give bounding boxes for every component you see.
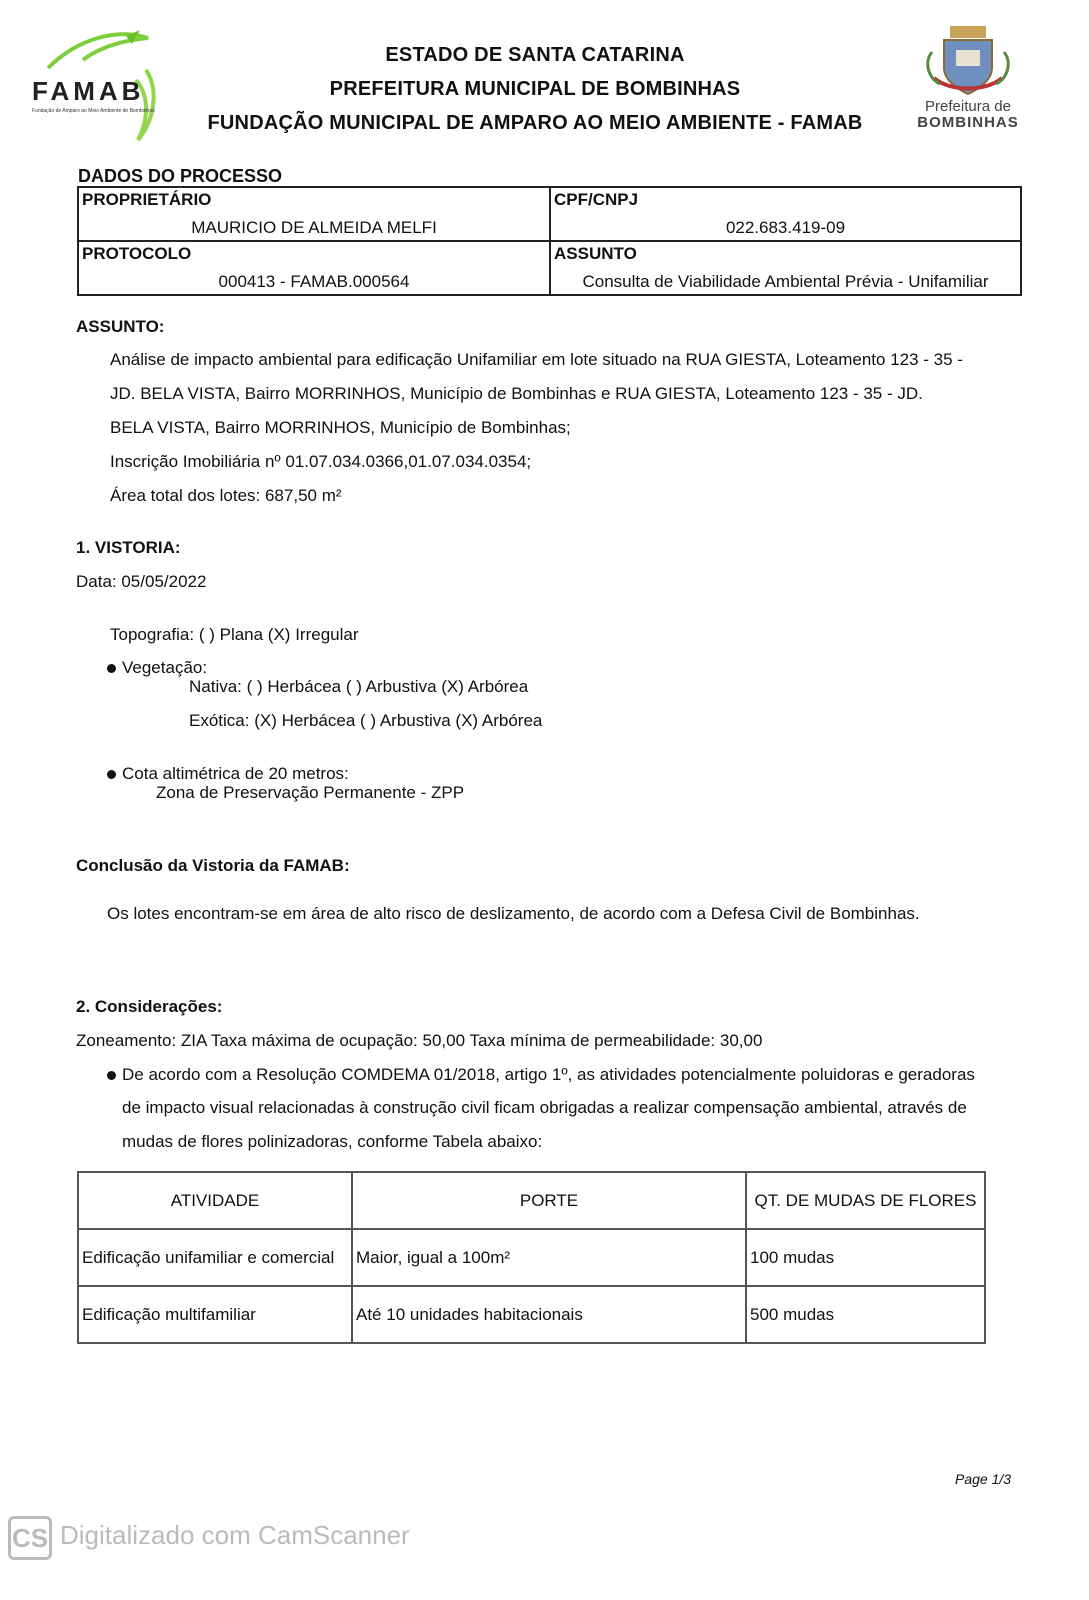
- zona-line: Zona de Preservação Permanente - ZPP: [156, 783, 465, 802]
- cpf-label: CPF/CNPJ: [554, 190, 639, 209]
- consideracoes-title: 2. Considerações:: [76, 997, 223, 1016]
- assunto-line: JD. BELA VISTA, Bairro MORRINHOS, Município de Bombinhas e RUA GIESTA, Loteamento 123 - 35 - JD.: [110, 384, 923, 403]
- owner-value: MAURICIO DE ALMEIDA MELFI: [191, 218, 437, 237]
- cpf-cell: [550, 187, 1021, 241]
- subject-cell: [550, 241, 1021, 295]
- bombinhas-logo: [912, 22, 1024, 134]
- bombinhas-logo-prefeitura: Prefeitura de: [925, 98, 1011, 115]
- assunto-line: BELA VISTA, Bairro MORRINHOS, Município de Bombinhas;: [110, 418, 571, 437]
- table-cell: 500 mudas: [746, 1286, 985, 1343]
- exotica-line: Exótica: (X) Herbácea ( ) Arbustiva (X) Arbórea: [189, 711, 543, 730]
- table-header-row: [78, 1172, 985, 1229]
- protocol-label: PROTOCOLO: [82, 244, 192, 263]
- camscanner-watermark: Digitalizado com CamScanner: [60, 1520, 410, 1550]
- subject-label: ASSUNTO: [554, 244, 637, 263]
- table-cell: Até 10 unidades habitacionais: [352, 1286, 746, 1343]
- bombinhas-logo-name: BOMBINHAS: [917, 114, 1019, 131]
- header-prefeitura: PREFEITURA MUNICIPAL DE BOMBINHAS: [329, 78, 741, 100]
- header-fundacao: FUNDAÇÃO MUNICIPAL DE AMPARO AO MEIO AMBIENTE - FAMAB: [207, 112, 863, 134]
- vistoria-date: Data: 05/05/2022: [76, 572, 207, 591]
- conclusao-title: Conclusão da Vistoria da FAMAB:: [76, 856, 350, 875]
- resolucao-line: mudas de flores polinizadoras, conforme Tabela abaixo:: [122, 1132, 543, 1151]
- assunto-title: ASSUNTO:: [76, 317, 165, 336]
- conclusao-text: Os lotes encontram-se em área de alto risco de deslizamento, de acordo com a Defesa Civil de Bombinhas.: [107, 904, 920, 923]
- table-row: [78, 1286, 985, 1343]
- table-cell: Maior, igual a 100m²: [352, 1229, 746, 1286]
- compensation-table: [77, 1171, 986, 1344]
- table-cell: Edificação multifamiliar: [78, 1286, 352, 1343]
- vistoria-title: 1. VISTORIA:: [76, 538, 181, 557]
- table-header-cell: PORTE: [352, 1172, 746, 1229]
- famab-logo: [28, 28, 168, 148]
- table-header-cell: ATIVIDADE: [78, 1172, 352, 1229]
- bullet-icon: [107, 664, 116, 673]
- camscanner-logo-icon: CS: [8, 1516, 52, 1560]
- table-row: [78, 1229, 985, 1286]
- assunto-line: Análise de impacto ambiental para edificação Unifamiliar em lote situado na RUA GIESTA, Loteamento 123 - 35 -: [110, 350, 963, 369]
- cpf-value: 022.683.419-09: [725, 218, 846, 237]
- area-line: Área total dos lotes: 687,50 m²: [110, 486, 342, 505]
- cota-line: Cota altimétrica de 20 metros:: [122, 764, 349, 783]
- resolucao-line: de impacto visual relacionadas à construção civil ficam obrigadas a realizar compensação ambiental, através de: [122, 1098, 967, 1117]
- table-header-cell: QT. DE MUDAS DE FLORES: [746, 1172, 985, 1229]
- bullet-icon: [107, 1071, 116, 1080]
- protocol-value: 000413 - FAMAB.000564: [218, 272, 410, 291]
- process-table: [77, 186, 1022, 296]
- header-state: ESTADO DE SANTA CATARINA: [385, 44, 685, 66]
- famab-logo-text: FAMAB: [32, 76, 145, 106]
- owner-cell: [78, 187, 550, 241]
- owner-label: PROPRIETÁRIO: [82, 190, 212, 209]
- bullet-icon: [107, 770, 116, 779]
- process-section-title: DADOS DO PROCESSO: [78, 166, 283, 186]
- subject-value: Consulta de Viabilidade Ambiental Prévia - Unifamiliar: [582, 272, 989, 291]
- table-cell: 100 mudas: [746, 1229, 985, 1286]
- page-number: Page 1/3: [955, 1471, 1012, 1487]
- inscricao-line: Inscrição Imobiliária nº 01.07.034.0366,01.07.034.0354;: [110, 452, 532, 471]
- resolucao-line: De acordo com a Resolução COMDEMA 01/2018, artigo 1º, as atividades potencialmente poluidoras e geradoras: [122, 1065, 975, 1084]
- coat-of-arms-icon: [912, 22, 1024, 98]
- vegetacao-line: Vegetação:: [122, 658, 208, 677]
- famab-logo-subtitle: Fundação de Amparo ao Meio Ambiente de Bombinhas: [32, 108, 155, 114]
- topografia-line: Topografia: ( ) Plana (X) Irregular: [110, 625, 359, 644]
- protocol-cell: [78, 241, 550, 295]
- nativa-line: Nativa: ( ) Herbácea ( ) Arbustiva (X) Arbórea: [189, 677, 529, 696]
- zoneamento-line: Zoneamento: ZIA Taxa máxima de ocupação: 50,00 Taxa mínima de permeabilidade: 30,00: [76, 1031, 763, 1050]
- table-cell: Edificação unifamiliar e comercial: [78, 1229, 352, 1286]
